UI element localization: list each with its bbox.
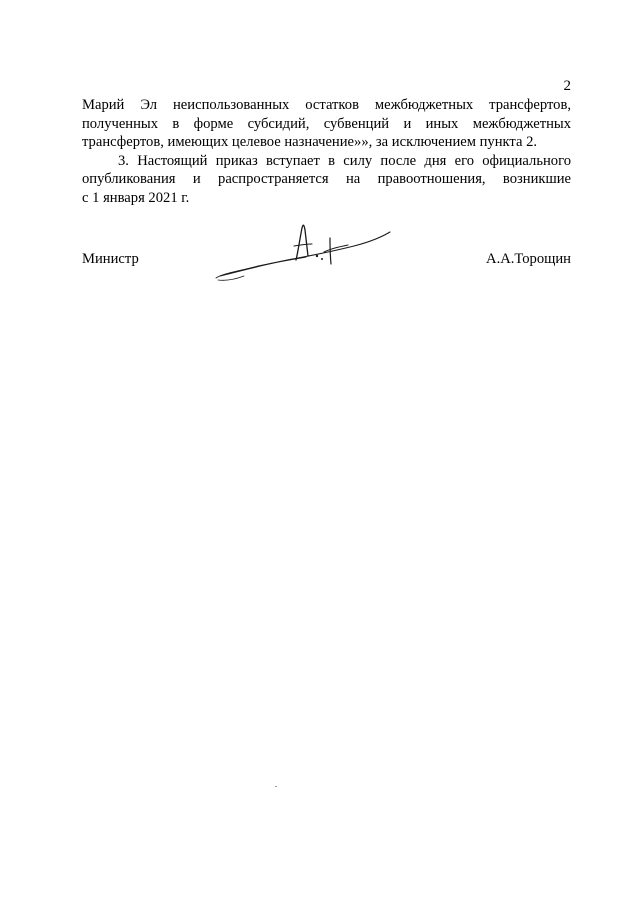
signatory-name: А.А.Торощин (486, 251, 571, 267)
document-body (82, 96, 571, 207)
signatory-title: Министр (82, 251, 139, 267)
paragraph-item-3 (82, 152, 571, 208)
text-line: полученных в форме субсидий, субвенций и иных межбюджетных (82, 115, 571, 132)
handwritten-signature (214, 218, 396, 284)
paragraph-continuation (82, 96, 571, 152)
text-line: с 1 января 2021 г. (82, 189, 190, 206)
text-line: опубликования и распространяется на правоотношения, возникшие (82, 171, 571, 187)
text-line: Марий Эл неиспользованных остатков межбюджетных трансфертов, (82, 97, 571, 113)
page-number: 2 (563, 78, 571, 94)
text-line: трансфертов, имеющих целевое назначение»», за исключением пункта 2. (82, 134, 538, 150)
scan-speck (275, 786, 277, 787)
text-line: 3. Настоящий приказ вступает в силу после дня его официального (118, 152, 571, 169)
